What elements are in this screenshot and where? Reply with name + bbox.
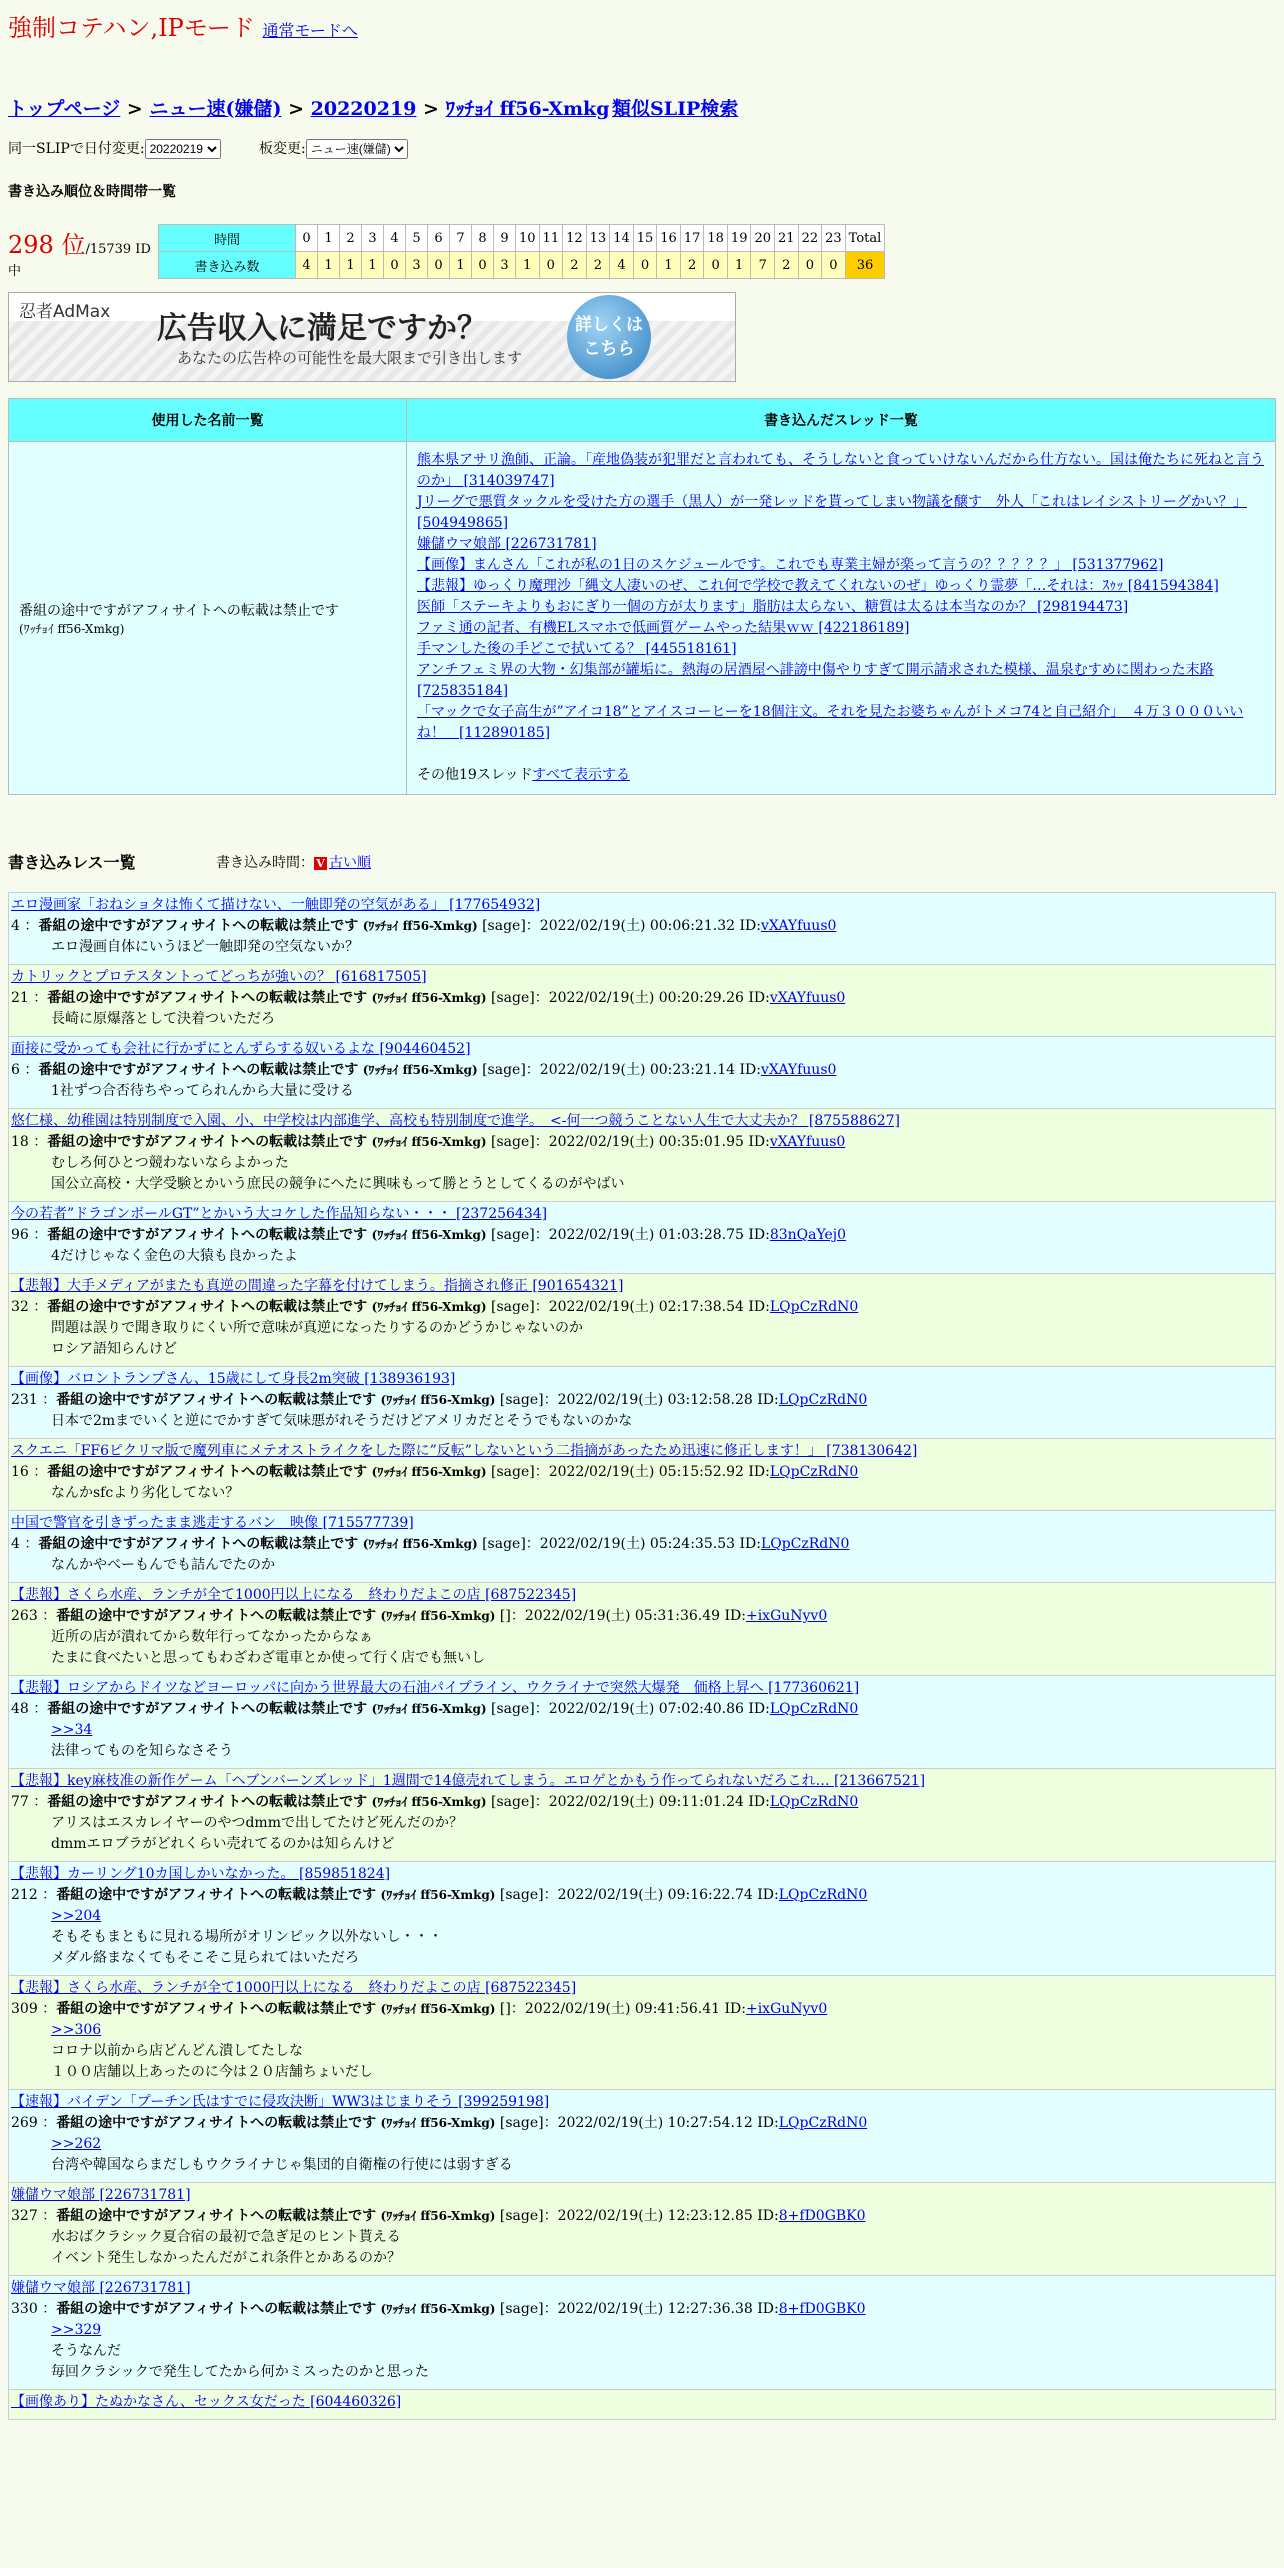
post-body-line: なんかsfcより劣化してない？ — [51, 1485, 240, 1501]
post-body-line: 水おばクラシック夏合宿の最初で急ぎ足のヒント貰える — [51, 2229, 401, 2245]
count-cell: 3 — [494, 252, 516, 279]
post-name: 番組の途中ですがアフィサイトへの転載は禁止です — [56, 1608, 377, 1624]
post-body — [11, 1813, 1275, 1855]
post-body-line: メダル絡まなくてもそこそこ見られてはいただろ — [51, 1950, 359, 1966]
post-header: 263 ：番組の途中ですがアフィサイトへの転載は禁止です (ﾜｯﾁｮｲ ff56-Xmkg) []：2022/02/19(土) 05:31:36.49 ID:+ixGuNyv0 — [11, 1608, 828, 1624]
post-item — [8, 1202, 1276, 1274]
names-column-header: 使用した名前一覧 — [9, 399, 407, 442]
post-number: 212 — [11, 1887, 38, 1903]
post-body-line: そもそもまともに見れる場所がオリンピック以外ないし・・・ — [51, 1929, 443, 1945]
hour-cell: 9 — [494, 225, 516, 252]
post-slip: (ﾜｯﾁｮｲ ff56-Xmkg) — [380, 2002, 496, 2016]
post-slip: (ﾜｯﾁｮｲ ff56-Xmkg) — [380, 2302, 496, 2316]
count-cell: 1 — [450, 252, 472, 279]
post-header: 6 ：番組の途中ですがアフィサイトへの転載は禁止です (ﾜｯﾁｮｲ ff56-Xmkg) [sage]：2022/02/19(土) 00:23:21.14 ID:vXAYfuus0 — [11, 1062, 837, 1078]
post-header: 4 ：番組の途中ですがアフィサイトへの転載は禁止です (ﾜｯﾁｮｲ ff56-Xmkg) [sage]：2022/02/19(土) 00:06:21.32 ID:vXAYfuus0 — [11, 918, 837, 934]
post-meta: [sage]：2022/02/19(土) 12:27:36.38 ID: — [499, 2301, 779, 2317]
count-cell: 1 — [340, 252, 362, 279]
post-number: 330 — [11, 2301, 38, 2317]
post-body-line: 長崎に原爆落として決着ついただろ — [51, 1011, 275, 1027]
post-number: 6 — [11, 1062, 20, 1078]
hour-cell: 7 — [450, 225, 472, 252]
post-id-link[interactable]: LQpCzRdN0 — [769, 1299, 859, 1315]
hour-cell: 0 — [296, 225, 318, 252]
count-cell: 0 — [704, 252, 728, 279]
post-slip: (ﾜｯﾁｮｲ ff56-Xmkg) — [362, 919, 478, 933]
post-item — [8, 2276, 1276, 2390]
count-cell: 0 — [822, 252, 846, 279]
post-meta: [sage]：2022/02/19(土) 02:17:38.54 ID: — [491, 1299, 770, 1315]
used-name-slip: (ﾜｯﾁｮｲ ff56-Xmkg) — [19, 621, 125, 636]
post-number: 77 — [11, 1794, 29, 1810]
post-body-line: たまに食べたいと思ってもわざわざ電車とか使って行く店でも無いし — [51, 1650, 485, 1666]
post-header: 77 ：番組の途中ですがアフィサイトへの転載は禁止です (ﾜｯﾁｮｲ ff56-Xmkg) [sage]：2022/02/19(土) 09:11:01.24 ID:LQpCzRdN0 — [11, 1794, 859, 1810]
selector-bar — [8, 138, 442, 159]
post-header: 21 ：番組の途中ですがアフィサイトへの転載は禁止です (ﾜｯﾁｮｲ ff56-Xmkg) [sage]：2022/02/19(土) 00:20:29.26 ID:vXAYfuus0 — [11, 990, 846, 1006]
post-body-line: 法律ってものを知らなさそう — [51, 1743, 233, 1759]
hour-cell: 1 — [318, 225, 340, 252]
post-name: 番組の途中ですがアフィサイトへの転載は禁止です — [56, 2301, 377, 2317]
breadcrumb-sep: > — [288, 98, 304, 120]
post-name: 番組の途中ですがアフィサイトへの転載は禁止です — [47, 1227, 368, 1243]
thread-link[interactable]: 医師「ステーキよりもおにぎり一個の方が太ります」脂肪は太らない、糖質は太るは本当なのか？ [298194473] — [417, 599, 1129, 615]
post-number: 4 — [11, 1536, 20, 1552]
post-header: 32 ：番組の途中ですがアフィサイトへの転載は禁止です (ﾜｯﾁｮｲ ff56-Xmkg) [sage]：2022/02/19(土) 02:17:38.54 ID:LQpCzRdN0 — [11, 1299, 859, 1315]
breadcrumb-sep: > — [423, 98, 439, 120]
post-item — [8, 1511, 1276, 1583]
thread-link[interactable]: Jリーグで悪質タックルを受けた方の選手（黒人）が一発レッドを貰ってしまい物議を醸す 外人「これはレイシストリーグかい？」 [504949865] — [417, 494, 1247, 531]
count-cell: 4 — [610, 252, 634, 279]
threads-cell — [407, 442, 1276, 795]
similar-slip-search-link[interactable]: 類似SLIP検索 — [612, 98, 739, 120]
post-id-link[interactable]: vXAYfuus0 — [760, 1062, 837, 1078]
post-slip: (ﾜｯﾁｮｲ ff56-Xmkg) — [371, 1465, 487, 1479]
count-cell: 1 — [516, 252, 540, 279]
post-body — [11, 2020, 1275, 2083]
post-number: 269 — [11, 2115, 38, 2131]
post-sort-control — [216, 852, 371, 872]
post-name: 番組の途中ですがアフィサイトへの転載は禁止です — [56, 2208, 377, 2224]
post-meta: []：2022/02/19(土) 05:31:36.49 ID: — [499, 1608, 746, 1624]
count-cell: 3 — [406, 252, 428, 279]
post-id-link[interactable]: LQpCzRdN0 — [769, 1701, 859, 1717]
post-meta: [sage]：2022/02/19(土) 10:27:54.12 ID: — [499, 2115, 779, 2131]
post-name: 番組の途中ですがアフィサイトへの転載は禁止です — [47, 990, 368, 1006]
normal-mode-link[interactable]: 通常モードへ — [262, 21, 358, 40]
post-thread-link[interactable]: 【悲報】さくら水産、ランチが全て1000円以上になる 終わりだよこの店 [687522345] — [11, 1587, 577, 1603]
hour-cell: 11 — [539, 225, 563, 252]
post-meta: []：2022/02/19(土) 09:41:56.41 ID: — [499, 2001, 746, 2017]
thread-link[interactable]: 【画像】まんさん「これが私の1日のスケジュールです。これでも専業主婦が楽って言うの？？？？？」 [531377962] — [417, 557, 1164, 573]
post-number: 309 — [11, 2001, 38, 2017]
post-body — [11, 937, 1275, 958]
post-number: 32 — [11, 1299, 29, 1315]
hourly-post-table — [8, 224, 885, 279]
post-body-line: なんかやべーもんでも詰んでたのか — [51, 1557, 275, 1573]
date-change-label: 同一SLIPで日付変更: — [8, 141, 145, 157]
post-item — [8, 892, 1276, 965]
post-header: 18 ：番組の途中ですがアフィサイトへの転載は禁止です (ﾜｯﾁｮｲ ff56-Xmkg) [sage]：2022/02/19(土) 00:35:01.95 ID:vXAYfuus0 — [11, 1134, 846, 1150]
post-body-line: アリスはエスカレイヤーのやつdmmで出してたけど死んだのか？ — [51, 1815, 463, 1831]
rank-cell — [8, 225, 159, 279]
post-slip: (ﾜｯﾁｮｲ ff56-Xmkg) — [371, 1135, 487, 1149]
mode-title: 強制コテハン,IPモード — [8, 14, 255, 42]
post-body-line: イベント発生しなかったんだがこれ条件とかあるのか？ — [51, 2250, 401, 2266]
ad-subline: あなたの広告枠の可能性を最大限まで引き出します — [177, 349, 523, 367]
post-number: 96 — [11, 1227, 29, 1243]
post-meta: [sage]：2022/02/19(土) 05:15:52.92 ID: — [491, 1464, 770, 1480]
post-meta: [sage]：2022/02/19(土) 09:16:22.74 ID: — [499, 1887, 779, 1903]
post-name: 番組の途中ですがアフィサイトへの転載は禁止です — [56, 1887, 377, 1903]
post-name: 番組の途中ですがアフィサイトへの転載は禁止です — [56, 2115, 377, 2131]
post-item — [8, 1583, 1276, 1676]
breadcrumb-date[interactable]: 20220219 — [310, 98, 417, 120]
rank-section-title: 書き込み順位＆時間帯一覧 — [8, 184, 176, 200]
post-thread-link[interactable]: 【悲報】カーリング10カ国しかいなかった。 [859851824] — [11, 1866, 391, 1882]
post-header: 4 ：番組の途中ですがアフィサイトへの転載は禁止です (ﾜｯﾁｮｲ ff56-Xmkg) [sage]：2022/02/19(土) 05:24:35.53 ID:LQpCzRdN0 — [11, 1536, 850, 1552]
post-meta: [sage]：2022/02/19(土) 01:03:28.75 ID: — [491, 1227, 770, 1243]
post-item — [8, 1439, 1276, 1511]
thread-link[interactable]: 【悲報】ゆっくり魔理沙「縄文人凄いのぜ、これ何で学校で教えてくれないのぜ」ゆっくり霊夢「…それは：ｽｩｯ [841594384] — [417, 578, 1219, 594]
post-item — [8, 1862, 1276, 1976]
post-meta: [sage]：2022/02/19(土) 09:11:01.24 ID: — [491, 1794, 770, 1810]
count-cell: 0 — [539, 252, 563, 279]
post-name: 番組の途中ですがアフィサイトへの転載は禁止です — [38, 918, 359, 934]
post-body — [11, 1627, 1275, 1669]
count-cell: 0 — [384, 252, 406, 279]
hour-cell: 2 — [340, 225, 362, 252]
post-body — [11, 1153, 1275, 1195]
posts-section-title: 書き込みレス一覧 — [8, 853, 136, 872]
post-thread-link[interactable]: エロ漫画家「おねショタは怖くて描けない、一触即発の空気がある」 [177654932] — [11, 897, 541, 913]
breadcrumb-board[interactable]: ニュー速(嫌儲) — [149, 98, 282, 120]
post-header: 16 ：番組の途中ですがアフィサイトへの転載は禁止です (ﾜｯﾁｮｲ ff56-Xmkg) [sage]：2022/02/19(土) 05:15:52.92 ID:LQpCzRdN0 — [11, 1464, 859, 1480]
sort-oldest-link[interactable]: 古い順 — [329, 855, 371, 871]
post-slip: (ﾜｯﾁｮｲ ff56-Xmkg) — [380, 1393, 496, 1407]
post-id-link[interactable]: LQpCzRdN0 — [778, 1392, 868, 1408]
threads-column-header: 書き込んだスレッド一覧 — [407, 399, 1276, 442]
post-id-link[interactable]: LQpCzRdN0 — [778, 2115, 868, 2131]
post-thread-link[interactable]: 【悲報】大手メディアがまたも真逆の間違った字幕を付けてしまう。指摘され修正 [901654321] — [11, 1278, 624, 1294]
post-name: 番組の途中ですがアフィサイトへの転載は禁止です — [47, 1464, 368, 1480]
post-body — [11, 1483, 1275, 1504]
post-slip: (ﾜｯﾁｮｲ ff56-Xmkg) — [380, 1609, 496, 1623]
used-name: 番組の途中ですがアフィサイトへの転載は禁止です — [19, 602, 339, 619]
post-item — [8, 1769, 1276, 1862]
post-header: 212 ：番組の途中ですがアフィサイトへの転載は禁止です (ﾜｯﾁｮｲ ff56-Xmkg) [sage]：2022/02/19(土) 09:16:22.74 ID:LQpCzRdN0 — [11, 1887, 868, 1903]
post-body-line: １００店舗以上あったのに今は２０店舗ちょいだし — [51, 2064, 373, 2080]
count-cell: 0 — [798, 252, 822, 279]
post-slip: (ﾜｯﾁｮｲ ff56-Xmkg) — [380, 1888, 496, 1902]
post-body-line: そうなんだ — [51, 2343, 121, 2359]
show-all-threads-link[interactable]: すべて表示する — [532, 767, 630, 783]
hour-cell: 12 — [563, 225, 587, 252]
post-number: 4 — [11, 918, 20, 934]
post-meta: [sage]：2022/02/19(土) 05:24:35.53 ID: — [482, 1536, 761, 1552]
hour-cell: 18 — [704, 225, 728, 252]
post-id-link[interactable]: 8+fD0GBK0 — [778, 2301, 866, 2317]
post-body-line: 毎回クラシックで発生してたから何かミスったのかと思った — [51, 2364, 429, 2380]
hour-cell: 13 — [586, 225, 610, 252]
board-change-label: 板変更: — [259, 141, 306, 157]
post-thread-link[interactable]: 【速報】バイデン「プーチン氏はすでに侵攻決断」WW3はじまりそう [399259198] — [11, 2094, 550, 2110]
count-cell: 2 — [563, 252, 587, 279]
post-thread-link[interactable]: カトリックとプロテスタントってどっちが強いの？ [616817505] — [11, 969, 427, 985]
hour-cell: 10 — [516, 225, 540, 252]
post-meta: [sage]：2022/02/19(土) 07:02:40.86 ID: — [491, 1701, 770, 1717]
post-item — [8, 1037, 1276, 1109]
hour-cell: 21 — [775, 225, 799, 252]
hour-cell: 16 — [657, 225, 681, 252]
hour-cell: 15 — [633, 225, 657, 252]
post-thread-link[interactable]: 【悲報】ロシアからドイツなどヨーロッパに向かう世界最大の石油パイプライン、ウクライナで突然大爆発 価格上昇へ [177360621] — [11, 1680, 860, 1696]
breadcrumb-slip[interactable]: ﾜｯﾁｮｲ ff56-Xmkg — [445, 98, 610, 120]
post-header: 96 ：番組の途中ですがアフィサイトへの転載は禁止です (ﾜｯﾁｮｲ ff56-Xmkg) [sage]：2022/02/19(土) 01:03:28.75 ID:83nQaYej0 — [11, 1227, 847, 1243]
post-thread-link[interactable]: 【画像あり】たぬかなさん、セックス女だった [604460326] — [11, 2394, 402, 2410]
hour-cell: 8 — [472, 225, 494, 252]
count-cell: 0 — [633, 252, 657, 279]
post-thread-link[interactable]: 嫌儲ウマ娘部 [226731781] — [11, 2280, 191, 2296]
hour-cell: 19 — [727, 225, 751, 252]
post-header: 327 ：番組の途中ですがアフィサイトへの転載は禁止です (ﾜｯﾁｮｲ ff56-Xmkg) [sage]：2022/02/19(土) 12:23:12.85 ID:8+fD0GBK0 — [11, 2208, 866, 2224]
post-slip: (ﾜｯﾁｮｲ ff56-Xmkg) — [371, 1702, 487, 1716]
post-body-line: 4だけじゃなく金色の大猿も良かったよ — [51, 1248, 298, 1264]
post-body-line: 日本で2mまでいくと逆にでかすぎて気味悪がれそうだけどアメリカだとそうでもないのかな — [51, 1413, 633, 1429]
post-list — [8, 892, 1276, 2420]
count-cell: 1 — [318, 252, 340, 279]
names-cell — [9, 442, 407, 795]
post-id-link[interactable]: +ixGuNyv0 — [745, 2001, 828, 2017]
post-body-line: 1社ずつ合否待ちやってられんから大量に受ける — [51, 1083, 354, 1099]
post-body — [11, 1720, 1275, 1762]
post-slip: (ﾜｯﾁｮｲ ff56-Xmkg) — [380, 2209, 496, 2223]
post-id-link[interactable]: LQpCzRdN0 — [769, 1464, 859, 1480]
post-header: 269 ：番組の途中ですがアフィサイトへの転載は禁止です (ﾜｯﾁｮｲ ff56-Xmkg) [sage]：2022/02/19(土) 10:27:54.12 ID:LQpCzRdN0 — [11, 2115, 868, 2131]
hour-cell: 5 — [406, 225, 428, 252]
count-cell: 4 — [296, 252, 318, 279]
post-item — [8, 1367, 1276, 1439]
reply-anchor-link[interactable]: >>34 — [51, 1722, 93, 1738]
sort-label: 書き込み時間： — [216, 855, 314, 871]
post-body-line: 国公立高校・大学受験とかいう庶民の競争にへたに興味もって勝とうとしてくるのがやばい — [51, 1176, 625, 1192]
post-item — [8, 2183, 1276, 2276]
ad-banner[interactable] — [8, 292, 736, 382]
hour-cell: 23 — [822, 225, 846, 252]
count-cell: 2 — [775, 252, 799, 279]
post-slip: (ﾜｯﾁｮｲ ff56-Xmkg) — [362, 1063, 478, 1077]
post-item — [8, 2090, 1276, 2183]
post-body-line: 問題は誤りで聞き取りにくい所で意味が真逆になったりするのかどうかじゃないのか — [51, 1320, 583, 1336]
hour-cell: 14 — [610, 225, 634, 252]
post-header: 330 ：番組の途中ですがアフィサイトへの転載は禁止です (ﾜｯﾁｮｲ ff56-Xmkg) [sage]：2022/02/19(土) 12:27:36.38 ID:8+fD0GBK0 — [11, 2301, 866, 2317]
more-threads-text: その他19スレッド — [417, 767, 533, 783]
post-item — [8, 1676, 1276, 1769]
count-row-label: 書き込み数 — [159, 252, 296, 279]
reply-anchor-link[interactable]: >>262 — [51, 2136, 102, 2152]
post-slip: (ﾜｯﾁｮｲ ff56-Xmkg) — [371, 1300, 487, 1314]
post-name: 番組の途中ですがアフィサイトへの転載は禁止です — [56, 1392, 377, 1408]
post-id-link[interactable]: LQpCzRdN0 — [769, 1794, 859, 1810]
count-cell: 2 — [680, 252, 704, 279]
post-id-link[interactable]: LQpCzRdN0 — [760, 1536, 850, 1552]
post-name: 番組の途中ですがアフィサイトへの転載は禁止です — [47, 1134, 368, 1150]
count-cell: 0 — [472, 252, 494, 279]
thread-link[interactable]: 「マックで女子高生が”アイコ18”とアイスコーヒーを18個注文。それを見たお婆ちゃんがトメコ74と自己紹介」 ４万３０００いいね！ [112890185] — [417, 704, 1244, 741]
post-number: 21 — [11, 990, 29, 1006]
post-name: 番組の途中ですがアフィサイトへの転載は禁止です — [47, 1794, 368, 1810]
hour-cell: 20 — [751, 225, 775, 252]
post-meta: [sage]：2022/02/19(土) 00:20:29.26 ID: — [491, 990, 770, 1006]
thread-link[interactable]: ファミ通の記者、有機ELスマホで低画質ゲームやった結果ｗｗ [422186189] — [417, 620, 910, 636]
count-cell: 2 — [586, 252, 610, 279]
post-body — [11, 2320, 1275, 2383]
post-item — [8, 965, 1276, 1037]
post-slip: (ﾜｯﾁｮｲ ff56-Xmkg) — [371, 991, 487, 1005]
post-body — [11, 1555, 1275, 1576]
sort-direction-icon[interactable]: V — [314, 857, 327, 870]
post-id-link[interactable]: +ixGuNyv0 — [745, 1608, 828, 1624]
post-id-link[interactable]: vXAYfuus0 — [760, 918, 837, 934]
post-body — [11, 1318, 1275, 1360]
breadcrumb-sep: > — [126, 98, 143, 120]
reply-anchor-link[interactable]: >>306 — [51, 2022, 102, 2038]
breadcrumb — [8, 94, 610, 121]
post-name: 番組の途中ですがアフィサイトへの転載は禁止です — [47, 1701, 368, 1717]
reply-anchor-link[interactable]: >>204 — [51, 1908, 102, 1924]
post-number: 231 — [11, 1392, 38, 1408]
post-body — [11, 1411, 1275, 1432]
hour-cell: 22 — [798, 225, 822, 252]
post-item — [8, 1274, 1276, 1367]
ad-headline: 広告収入に満足ですか？ — [157, 311, 487, 346]
post-slip: (ﾜｯﾁｮｲ ff56-Xmkg) — [380, 2116, 496, 2130]
post-id-link[interactable]: vXAYfuus0 — [769, 990, 846, 1006]
post-header: 231 ：番組の途中ですがアフィサイトへの転載は禁止です (ﾜｯﾁｮｲ ff56-Xmkg) [sage]：2022/02/19(土) 03:12:58.28 ID:LQpCzRdN0 — [11, 1392, 868, 1408]
post-thread-link[interactable]: 嫌儲ウマ娘部 [226731781] — [11, 2187, 191, 2203]
post-thread-link[interactable]: スクエニ「FF6ピクリマ版で魔列車にメテオストライクをした際に”反転”しないという二指摘があったため迅速に修正します！」 [738130642] — [11, 1443, 918, 1459]
post-body — [11, 2227, 1275, 2269]
names-threads-table — [8, 398, 1276, 795]
count-cell: 7 — [751, 252, 775, 279]
post-number: 18 — [11, 1134, 29, 1150]
post-item — [8, 2390, 1276, 2420]
post-name: 番組の途中ですがアフィサイトへの転載は禁止です — [56, 2001, 377, 2017]
post-slip: (ﾜｯﾁｮｲ ff56-Xmkg) — [362, 1537, 478, 1551]
post-thread-link[interactable]: 今の若者”ドラゴンボールGT”とかいう大コケした作品知らない・・・ [237256434] — [11, 1206, 548, 1222]
post-thread-link[interactable]: 【画像】バロントランプさん、15歳にして身長2m突破 [138936193] — [11, 1371, 456, 1387]
post-body-line: 台湾や韓国ならまだしもウクライナじゃ集団的自衛権の行使には弱すぎる — [51, 2157, 513, 2173]
post-name: 番組の途中ですがアフィサイトへの転載は禁止です — [38, 1536, 359, 1552]
count-cell: 1 — [657, 252, 681, 279]
post-name: 番組の途中ですがアフィサイトへの転載は禁止です — [38, 1062, 359, 1078]
reply-anchor-link[interactable]: >>329 — [51, 2322, 102, 2338]
post-body-line: エロ漫画自体にいうほど一触即発の空気ないか？ — [51, 939, 359, 955]
post-thread-link[interactable]: 【悲報】さくら水産、ランチが全て1000円以上になる 終わりだよこの店 [687522345] — [11, 1980, 577, 1996]
post-meta: [sage]：2022/02/19(土) 03:12:58.28 ID: — [499, 1392, 779, 1408]
thread-link[interactable]: 熊本県アサリ漁師、正論。「産地偽装が犯罪だと言われても、そうしないと食っていけないんだから仕方ない。国は俺たちに死ねと言うのか」 [314039747] — [417, 452, 1264, 489]
post-body-line: コロナ以前から店どんどん潰してたしな — [51, 2043, 303, 2059]
post-thread-link[interactable]: 悠仁様、幼稚園は特別制度で入園、小、中学校は内部進学、高校も特別制度で進学。 <-何一つ競うことない人生で大丈夫か？ [875588627] — [11, 1113, 900, 1129]
hour-cell: 17 — [680, 225, 704, 252]
hour-row-label: 時間 — [159, 225, 296, 252]
post-id-link[interactable]: 8+fD0GBK0 — [778, 2208, 866, 2224]
hour-cell: Total — [845, 225, 885, 252]
post-thread-link[interactable]: 【悲報】key麻枝准の新作ゲーム「ヘブンバーンズレッド」1週間で14億売れてしまう。エロゲとかもう作ってられないだろこれ… [213667521] — [11, 1773, 926, 1789]
count-cell: 1 — [727, 252, 751, 279]
breadcrumb-top[interactable]: トップページ — [8, 98, 121, 120]
more-threads — [417, 765, 1267, 786]
post-number: 327 — [11, 2208, 38, 2224]
hour-cell: 6 — [428, 225, 450, 252]
post-number: 16 — [11, 1464, 29, 1480]
rank-total: /15739 ID中 — [8, 241, 151, 279]
post-meta: [sage]：2022/02/19(土) 00:23:21.14 ID: — [482, 1062, 761, 1078]
post-body — [11, 1906, 1275, 1969]
post-slip: (ﾜｯﾁｮｲ ff56-Xmkg) — [371, 1228, 487, 1242]
post-body-line: むしろ何ひとつ競わないならよかった — [51, 1155, 289, 1171]
ad-logo: 忍者AdMax — [19, 302, 111, 322]
post-body-line: 近所の店が潰れてから数年行ってなかったからなぁ — [51, 1629, 373, 1645]
post-meta: [sage]：2022/02/19(土) 00:06:21.32 ID: — [482, 918, 761, 934]
post-body — [11, 1009, 1275, 1030]
post-meta: [sage]：2022/02/19(土) 12:23:12.85 ID: — [499, 2208, 779, 2224]
total-count-cell: 36 — [845, 252, 885, 279]
post-thread-link[interactable]: 中国で警官を引きずったまま逃走するバン 映像 [715577739] — [11, 1515, 414, 1531]
board-select[interactable] — [306, 139, 408, 159]
hour-cell: 3 — [362, 225, 384, 252]
date-select[interactable] — [145, 139, 221, 159]
post-body-line: ロシア語知らんけど — [51, 1341, 177, 1357]
post-meta: [sage]：2022/02/19(土) 00:35:01.95 ID: — [491, 1134, 770, 1150]
thread-list — [417, 450, 1267, 744]
post-slip: (ﾜｯﾁｮｲ ff56-Xmkg) — [371, 1795, 487, 1809]
post-item — [8, 1109, 1276, 1202]
post-id-link[interactable]: LQpCzRdN0 — [778, 1887, 868, 1903]
post-thread-link[interactable]: 面接に受かっても会社に行かずにとんずらする奴いるよな [904460452] — [11, 1041, 471, 1057]
post-id-link[interactable]: 83nQaYej0 — [769, 1227, 847, 1243]
count-cell: 0 — [428, 252, 450, 279]
thread-link[interactable]: アンチフェミ界の大物・幻集部が罐垢に。熱海の居酒屋へ誹謗中傷やりすぎて開示請求された模様、温泉むすめに関わった末路 [725835184] — [417, 662, 1214, 699]
post-header: 48 ：番組の途中ですがアフィサイトへの転載は禁止です (ﾜｯﾁｮｲ ff56-Xmkg) [sage]：2022/02/19(土) 07:02:40.86 ID:LQpCzRdN0 — [11, 1701, 859, 1717]
thread-link[interactable]: 手マンした後の手どこで拭いてる？ [445518161] — [417, 641, 737, 657]
post-name: 番組の途中ですがアフィサイトへの転載は禁止です — [47, 1299, 368, 1315]
post-header: 309 ：番組の途中ですがアフィサイトへの転載は禁止です (ﾜｯﾁｮｲ ff56-Xmkg) []：2022/02/19(土) 09:41:56.41 ID:+ixGuNyv0 — [11, 2001, 828, 2017]
hour-cell: 4 — [384, 225, 406, 252]
post-body — [11, 1081, 1275, 1102]
post-number: 263 — [11, 1608, 38, 1624]
post-id-link[interactable]: vXAYfuus0 — [769, 1134, 846, 1150]
post-body — [11, 2134, 1275, 2176]
post-body — [11, 1246, 1275, 1267]
page-title — [8, 8, 358, 43]
ad-details-badge[interactable]: 詳しくは こちら — [567, 295, 651, 379]
rank-position: 298 位 — [8, 230, 86, 259]
thread-link[interactable]: 嫌儲ウマ娘部 [226731781] — [417, 536, 597, 552]
post-number: 48 — [11, 1701, 29, 1717]
post-item — [8, 1976, 1276, 2090]
count-cell: 1 — [362, 252, 384, 279]
post-body-line: dmmエロブラがどれくらい売れてるのかは知らんけど — [51, 1836, 395, 1852]
